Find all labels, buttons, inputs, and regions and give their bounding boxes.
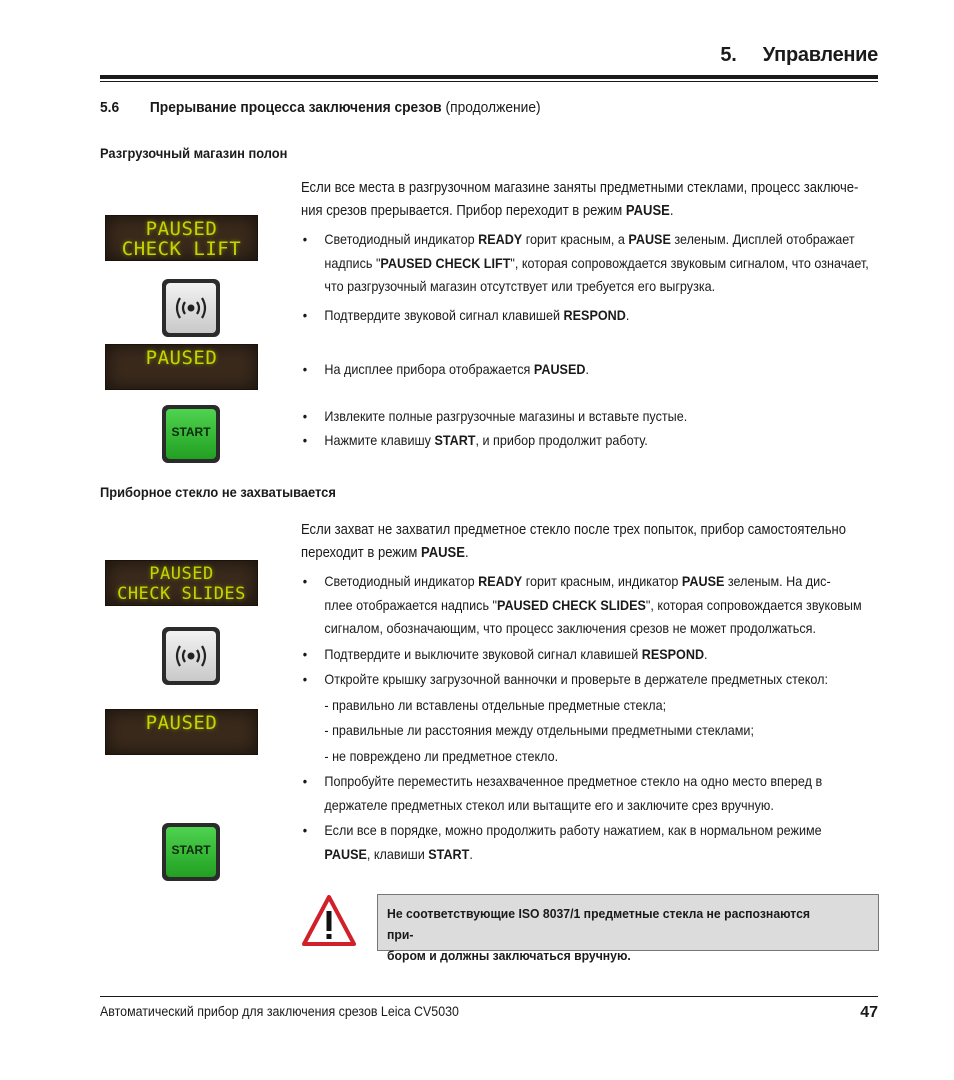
block1-bullet-led: • Светодиодный индикатор READY горит красным, а PAUSE зеленым. Дисплей отображает надпись "PAUSED CHECK LIFT", которая сопровождается звуковым сигналом, что означает, что разгрузочный магазин отсутствует или требуется его выгрузка. xyxy=(301,228,877,299)
chapter-number: 5. xyxy=(720,44,737,66)
warning-box xyxy=(377,894,879,963)
check-item-2: - правильные ли расстояния между отдельными предметными стеклами; xyxy=(324,722,754,738)
respond-key-icon xyxy=(162,627,220,685)
lcd-paused-check-lift: PAUSED CHECK LIFT xyxy=(105,215,258,261)
footer-rule xyxy=(100,996,878,997)
chapter-title: Управление xyxy=(762,44,878,66)
warning-triangle-icon xyxy=(302,894,356,953)
block2-intro xyxy=(301,519,877,565)
block1-intro-line1: Если все места в разгрузочном магазине заняты предметными стеклами, процесс заключе- xyxy=(301,180,859,196)
footer-text: Автоматический прибор для заключения срезов Leica CV5030 xyxy=(100,1004,459,1019)
check-item-1: - правильно ли вставлены отдельные предметные стекла; xyxy=(324,696,667,713)
chapter-header xyxy=(720,44,878,67)
block1-bullets xyxy=(301,228,877,327)
block1-bullet-paused: • На дисплее прибора отображается PAUSED. xyxy=(301,358,877,382)
block1-bullet-group2 xyxy=(301,358,877,382)
header-rule xyxy=(100,75,878,79)
respond-key-icon xyxy=(162,279,220,337)
lcd-paused-2: PAUSED xyxy=(105,709,258,755)
lcd-paused-check-slides: PAUSED CHECK SLIDES xyxy=(105,560,258,606)
block1-bullet-group3 xyxy=(301,405,877,452)
start-key-icon: START xyxy=(162,823,220,881)
page-number: 47 xyxy=(860,1004,878,1021)
block1-intro-line2: ния срезов прерывается. Прибор переходит в режим PAUSE. xyxy=(301,203,674,219)
warning-text: Не соответствующие ISO 8037/1 предметные стекла не распознаются при- бором и должны заключаться вручную. xyxy=(387,906,810,963)
block2-intro-line1: Если захват не захватил предметное стекло после трех попыток, прибор самостоятельно xyxy=(301,522,846,538)
section-suffix: (продолжение) xyxy=(445,99,541,116)
block2-bullet-open-lid: • Откройте крышку загрузочной ванночки и проверьте в держателе предметных стекол: - правильно ли вставлены отдельные предметные стекла; - правильные ли расстояния между отдельными предметными стеклами; - не повреждено ли предметное стекло. xyxy=(301,668,877,768)
section-title xyxy=(100,99,541,116)
header-rule-thin xyxy=(100,81,878,82)
block2-bullet-move-slide: • Попробуйте переместить незахваченное предметное стекло на одно место вперед в держателе предметных стекол или вытащите его и заключите срез вручную. xyxy=(301,770,877,817)
block1-intro xyxy=(301,177,877,223)
block1-bullet-respond: • Подтвердите звуковой сигнал клавишей RESPOND. xyxy=(301,304,877,328)
block2-heading: Приборное стекло не захватывается xyxy=(100,484,336,500)
lcd-paused-1: PAUSED xyxy=(105,344,258,390)
block1-heading: Разгрузочный магазин полон xyxy=(100,145,288,161)
check-item-3: - не повреждено ли предметное стекло. xyxy=(324,747,559,764)
section-number: 5.6 xyxy=(100,99,120,116)
section-title-text: Прерывание процесса заключения срезов xyxy=(149,99,442,116)
block1-bullet-replace: • Извлеките полные разгрузочные магазины и вставьте пустые. xyxy=(301,405,877,429)
block2-bullet-continue: • Если все в порядке, можно продолжить работу нажатием, как в нормальном режиме PAUSE, клавиши START. xyxy=(301,819,877,866)
block2-intro-line2: переходит в режим PAUSE. xyxy=(301,545,469,561)
block2-bullet-respond: • Подтвердите и выключите звуковой сигнал клавишей RESPOND. xyxy=(301,643,877,667)
block2-bullet-led: • Светодиодный индикатор READY горит красным, индикатор PAUSE зеленым. На дис- плее отображается надпись "PAUSED CHECK SLIDES", которая сопровождается звуковым сигналом, обозначающим, что процесс заключения срезов не может продолжаться. xyxy=(301,570,877,641)
block2-bullets xyxy=(301,570,877,866)
block1-bullet-start: • Нажмите клавишу START, и прибор продолжит работу. xyxy=(301,429,877,453)
start-key-icon: START xyxy=(162,405,220,463)
